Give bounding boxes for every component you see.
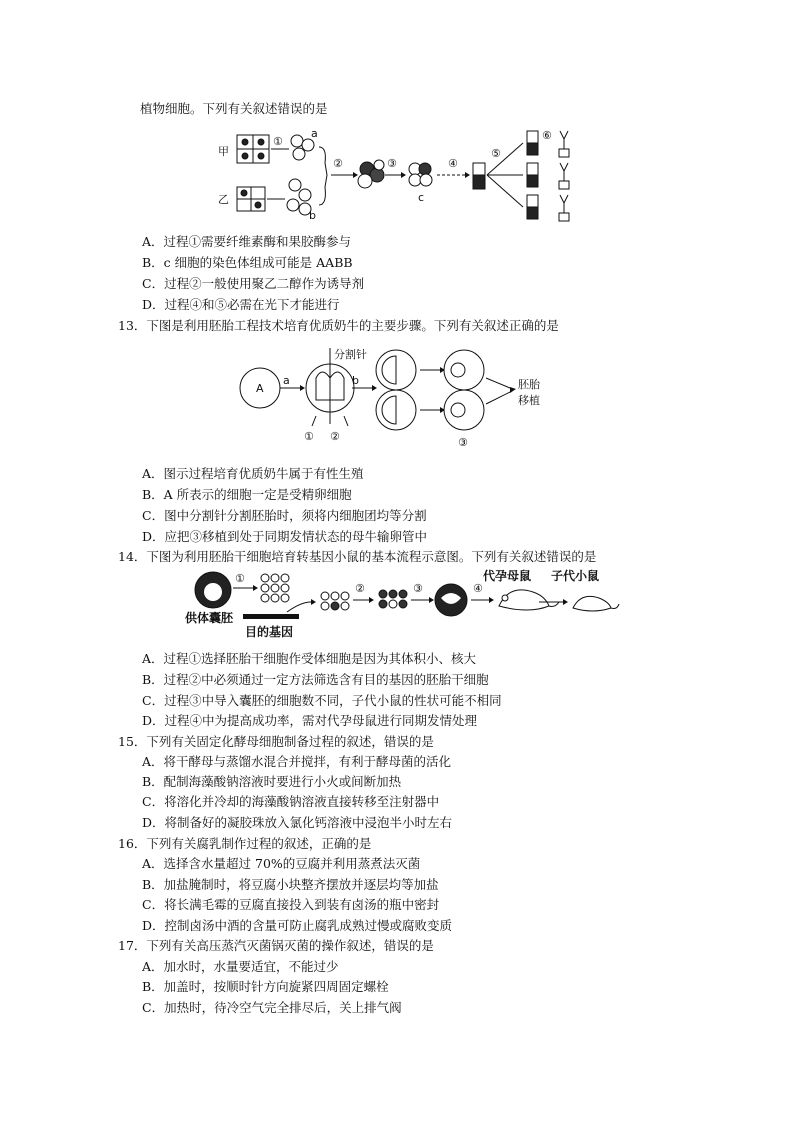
label-A: A [256,382,264,395]
transfer-label-1: 胚胎 [518,378,540,391]
q14-step-4: ④ [473,582,483,595]
q12-option-b[interactable]: B．c 细胞的染色体组成可能是 AABB [142,255,353,270]
q16-option-d[interactable]: D．控制卤汤中酒的含量可防止腐乳成熟过慢或腐败变质 [142,918,453,933]
hybrid-cell-c [409,163,432,186]
label-n3: ③ [458,436,468,449]
q14-transgenic-mouse-diagram [183,568,643,646]
fused-cells [358,160,384,188]
q12-option-c[interactable]: C．过程②一般使用聚乙二醇作为诱导剂 [142,276,365,291]
q16-option-c[interactable]: C．将长满毛霉的豆腐直接投入到装有卤汤的瓶中密封 [142,897,440,912]
step-6-label: ⑥ [542,129,552,142]
label-a: a [311,127,318,140]
q14-step-2: ② [355,582,365,595]
q14-option-c[interactable]: C．过程③中导入囊胚的细胞数不同，子代小鼠的性状可能不相同 [142,693,502,708]
offspring-label: 子代小鼠 [551,569,600,583]
offspring-mouse [573,596,611,611]
q13-option-a[interactable]: A．图示过程培育优质奶牛属于有性生殖 [142,466,364,481]
label-b: b [309,209,316,222]
needle-label: 分割针 [334,348,367,361]
q15-option-b[interactable]: B．配制海藻酸钠溶液时要进行小火或间断加热 [142,774,402,789]
gene-label: 目的基因 [245,625,294,639]
q15-stem: 15．下列有关固定化酵母细胞制备过程的叙述，错误的是 [118,734,434,749]
yi-protoplasts [287,179,311,215]
selected-cells [379,590,407,608]
callus-tube [473,163,485,189]
yi-cell-cluster [237,187,265,211]
q16-option-b[interactable]: B．加盐腌制时，将豆腐小块整齐摆放并逐层均等加盐 [142,877,439,892]
tubes-group [527,131,538,219]
transfer-label-2: 移植 [518,394,540,407]
q15-option-c[interactable]: C．将溶化并冷却的海藻酸钠溶液直接转移至注射器中 [142,794,440,809]
label-n1: ① [304,430,314,443]
step-3-label: ③ [387,157,397,170]
q16-stem: 16．下列有关腐乳制作过程的叙述，正确的是 [118,836,372,851]
potted-plants [559,131,569,221]
jia-label: 甲 [218,145,229,158]
q14-option-a[interactable]: A．过程①选择胚胎干细胞作受体细胞是因为其体积小、核大 [142,651,477,666]
yi-label: 乙 [218,193,229,206]
es-cells [261,574,289,602]
label-n2: ② [330,430,340,443]
q13-stem: 13．下图是利用胚胎工程技术培育优质奶牛的主要步骤。下列有关叙述正确的是 [118,318,559,333]
q13-embryo-split-diagram [232,338,562,458]
label-a13: a [283,374,290,387]
q14-option-d[interactable]: D．过程④中为提高成功率，需对代孕母鼠进行同期发情处理 [142,713,478,728]
q13-option-c[interactable]: C．图中分割针分割胚胎时，须将内细胞团均等分割 [142,508,427,523]
label-b13: b [352,374,359,387]
q17-stem: 17．下列有关高压蒸汽灭菌锅灭菌的操作叙述，错误的是 [118,938,434,953]
q15-option-d[interactable]: D．将制备好的凝胶珠放入氯化钙溶液中浸泡半小时左右 [142,815,453,830]
step-1-label: ① [273,135,283,148]
merge-brace [319,147,327,205]
arrow-5c [487,175,523,207]
q14-stem: 14．下图为利用胚胎干细胞培育转基因小鼠的基本流程示意图。下列有关叙述错误的是 [118,549,597,564]
donor-label: 供体囊胚 [185,611,234,625]
q13-option-d[interactable]: D．应把③移植到处于同期发情状态的母牛输卵管中 [142,529,428,544]
q14-step-1: ① [235,572,245,585]
q12-intro-text: 植物细胞。下列有关叙述错误的是 [140,101,328,116]
q16-option-a[interactable]: A．选择含水量超过 70%的豆腐并利用蒸煮法灭菌 [142,856,421,871]
target-gene-bar [243,614,299,619]
transformed-cells [321,592,349,610]
q17-option-c[interactable]: C．加热时，待冷空气完全排尽后，关上排气阀 [142,1000,402,1015]
q13-option-b[interactable]: B．A 所表示的细胞一定是受精卵细胞 [142,487,352,502]
q12-option-a[interactable]: A．过程①需要纤维素酶和果胶酶参与 [142,234,352,249]
q14-option-b[interactable]: B．过程②中必须通过一定方法筛选含有目的基因的胚胎干细胞 [142,672,489,687]
label-c: c [418,191,425,204]
q15-option-a[interactable]: A．将干酵母与蒸馏水混合并搅拌，有利于酵母菌的活化 [142,754,452,769]
q12-option-d[interactable]: D．过程④和⑤必需在光下才能进行 [142,297,340,312]
step-4-label: ④ [448,157,458,170]
q12-fusion-diagram [215,125,585,232]
q17-option-a[interactable]: A．加水时，水量要适宜，不能过少 [142,959,339,974]
step-2-label: ② [333,157,343,170]
step-5-label: ⑤ [491,147,501,160]
q17-option-b[interactable]: B．加盖时，按顺时针方向旋紧四周固定螺栓 [142,979,389,994]
jia-cell-cluster [237,135,269,163]
q14-step-3: ③ [413,582,423,595]
surrogate-label: 代孕母鼠 [483,569,532,583]
